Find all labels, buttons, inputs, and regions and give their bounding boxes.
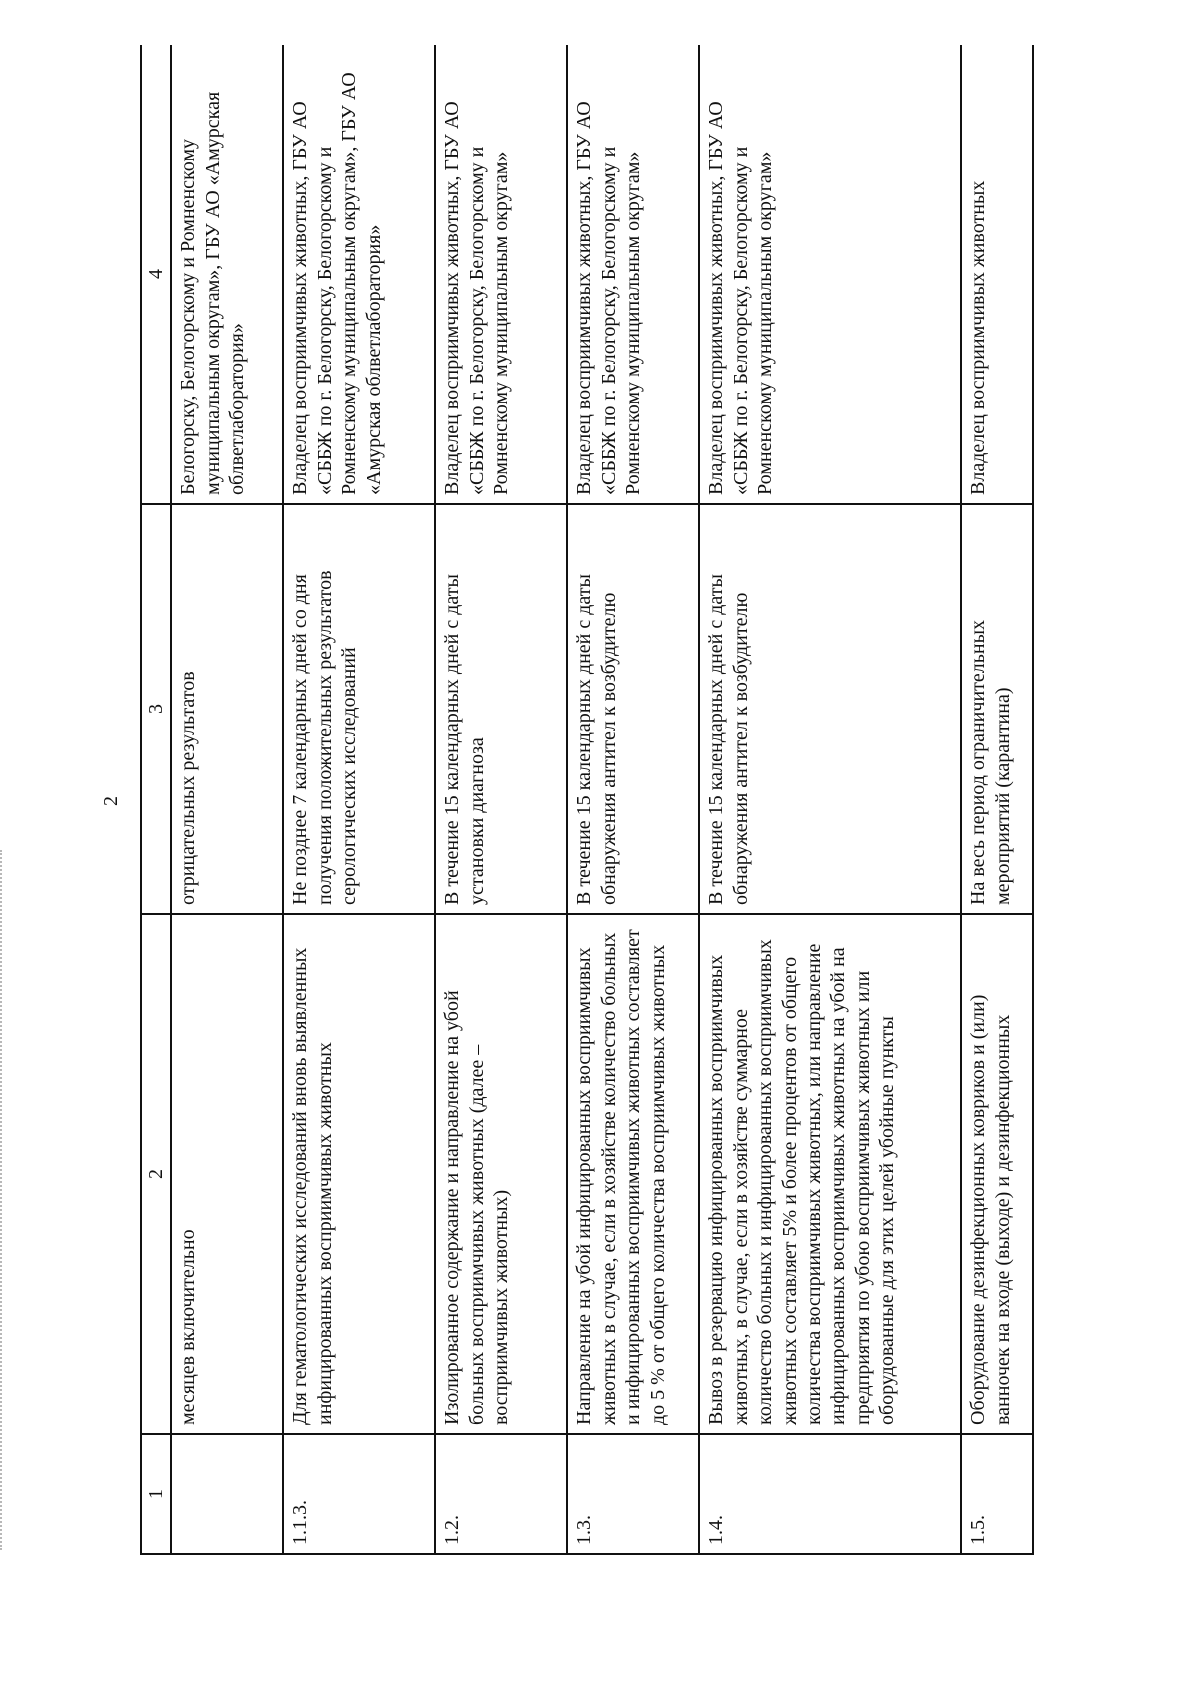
term-cell: Не позднее 7 календарных дней со дня получения положительных результатов серологических исследований	[283, 504, 435, 914]
term-cell: На весь период ограничительных мероприятий (карантина)	[961, 504, 1033, 914]
responsible-cell: Владелец восприимчивых животных, ГБУ АО «СББЖ по г. Белогорску, Белогорскому и Ромненскому муниципальным округам»	[567, 45, 699, 504]
measure-cell: Вывоз в резервацию инфицированных восприимчивых животных, в случае, если в хозяйстве суммарное количество больных и инфицированных восприимчивых животных составляет 5% и более процентов от общего количества восприимчивых животных, или направление инфицированных восприимчивых животных на убой на предприятия по убою восприимчивых животных или оборудованные для этих целей убойные пункты	[699, 914, 961, 1434]
measure-cell: месяцев включительно	[171, 914, 283, 1434]
header-cell: 3	[141, 504, 171, 914]
header-cell: 1	[141, 1434, 171, 1554]
rotated-table-frame	[140, 45, 1140, 1555]
item-number-cell: 1.3.	[567, 1434, 699, 1554]
table-row	[961, 45, 1033, 1554]
term-cell: В течение 15 календарных дней с даты обнаружения антител к возбудителю	[699, 504, 961, 914]
responsible-cell: Белогорску, Белогорскому и Ромненскому муниципальным округам», ГБУ АО «Амурская облветлаборатория»	[171, 45, 283, 504]
measure-cell: Для гематологических исследований вновь выявленных инфицированных восприимчивых животных	[283, 914, 435, 1434]
header-cell: 4	[141, 45, 171, 504]
responsible-cell: Владелец восприимчивых животных	[961, 45, 1033, 504]
page-number: 2	[99, 796, 122, 806]
term-cell: В течение 15 календарных дней с даты обнаружения антител к возбудителю	[567, 504, 699, 914]
item-number-cell: 1.5.	[961, 1434, 1033, 1554]
item-number-cell: 1.2.	[435, 1434, 567, 1554]
responsible-cell: Владелец восприимчивых животных, ГБУ АО «СББЖ по г. Белогорску, Белогорскому и Ромненскому муниципальным округам»	[435, 45, 567, 504]
header-cell: 2	[141, 914, 171, 1434]
measures-table	[140, 45, 1034, 1555]
measure-cell: Оборудование дезинфекционных ковриков и (или) ванночек на входе (выходе) и дезинфекционных	[961, 914, 1033, 1434]
table-row	[435, 45, 567, 1554]
term-cell: отрицательных результатов	[171, 504, 283, 914]
measure-cell: Изолированное содержание и направление на убой больных восприимчивых животных (далее – восприимчивых животных)	[435, 914, 567, 1434]
item-number-cell: 1.1.3.	[283, 1434, 435, 1554]
rotated-page-area	[140, 45, 1140, 1555]
table-row	[567, 45, 699, 1554]
responsible-cell: Владелец восприимчивых животных, ГБУ АО «СББЖ по г. Белогорску, Белогорскому и Ромненскому муниципальным округам», ГБУ АО «Амурская облветлаборатория»	[283, 45, 435, 504]
term-cell: В течение 15 календарных дней с даты установки диагноза	[435, 504, 567, 914]
scan-margin-artifact	[0, 850, 12, 1550]
table-row	[171, 45, 283, 1554]
item-number-cell: 1.4.	[699, 1434, 961, 1554]
table-header-row	[141, 45, 171, 1554]
measure-cell: Направление на убой инфицированных восприимчивых животных в случае, если в хозяйстве количество больных и инфицированных восприимчивых животных составляет до 5 % от общего количества восприимчивых животных	[567, 914, 699, 1434]
table-row	[699, 45, 961, 1554]
item-number-cell	[171, 1434, 283, 1554]
table-row	[283, 45, 435, 1554]
responsible-cell: Владелец восприимчивых животных, ГБУ АО «СББЖ по г. Белогорску, Белогорскому и Ромненскому муниципальным округам»	[699, 45, 961, 504]
